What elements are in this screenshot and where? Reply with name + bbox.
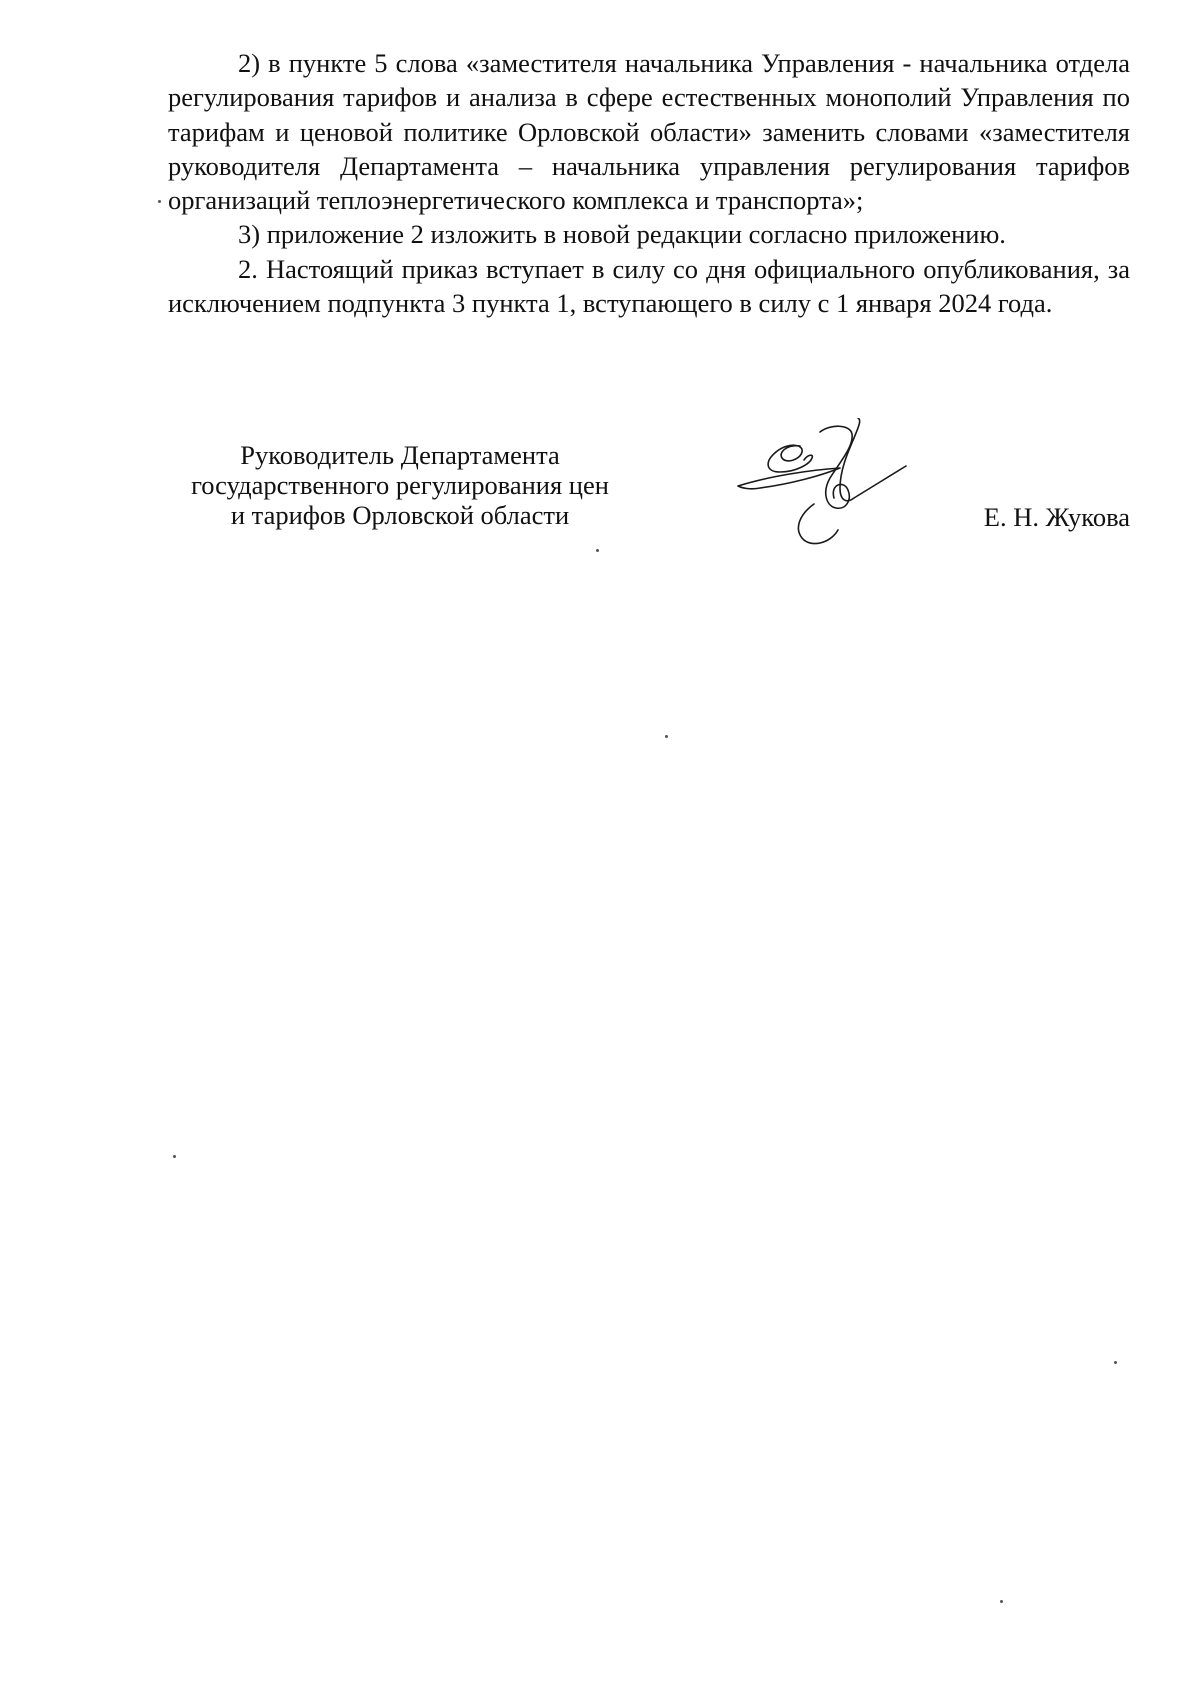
signatory-name: Е. Н. Жукова: [983, 502, 1130, 532]
scan-speck: [1114, 1361, 1117, 1364]
scan-speck: [173, 1155, 176, 1158]
handwritten-signature: [730, 418, 945, 563]
paragraph-clause-2: 2. Настоящий приказ вступает в силу со дня официального опубликования, за исключением подпункта 3 пункта 1, вступающего в силу с 1 января 2024 года.: [168, 253, 1130, 319]
scan-speck: [1000, 1600, 1003, 1603]
signatory-position-line: Руководитель Департамента: [240, 440, 560, 470]
scan-speck: [665, 735, 668, 738]
signatory-position-line: и тарифов Орловской области: [230, 500, 570, 530]
scan-speck: [596, 549, 599, 552]
paragraph-item-2: 2) в пункте 5 слова «заместителя начальника Управления - начальника отдела регулирования тарифов и анализа в сфере естественных монополий Управления по тарифам и ценовой политике Орловской области» заменить словами «заместителя руководителя Департамента – начальника управления регулирования тарифов организаций теплоэнергетического комплекса и транспорта»;: [168, 48, 1130, 216]
signatory-position-line: государственного регулирования цен: [191, 470, 609, 500]
paragraph-item-3: 3) приложение 2 изложить в новой редакции согласно приложению.: [238, 219, 1006, 250]
document-body: [168, 46, 1130, 320]
signatory-position: [160, 440, 640, 530]
scan-speck: [158, 200, 161, 203]
